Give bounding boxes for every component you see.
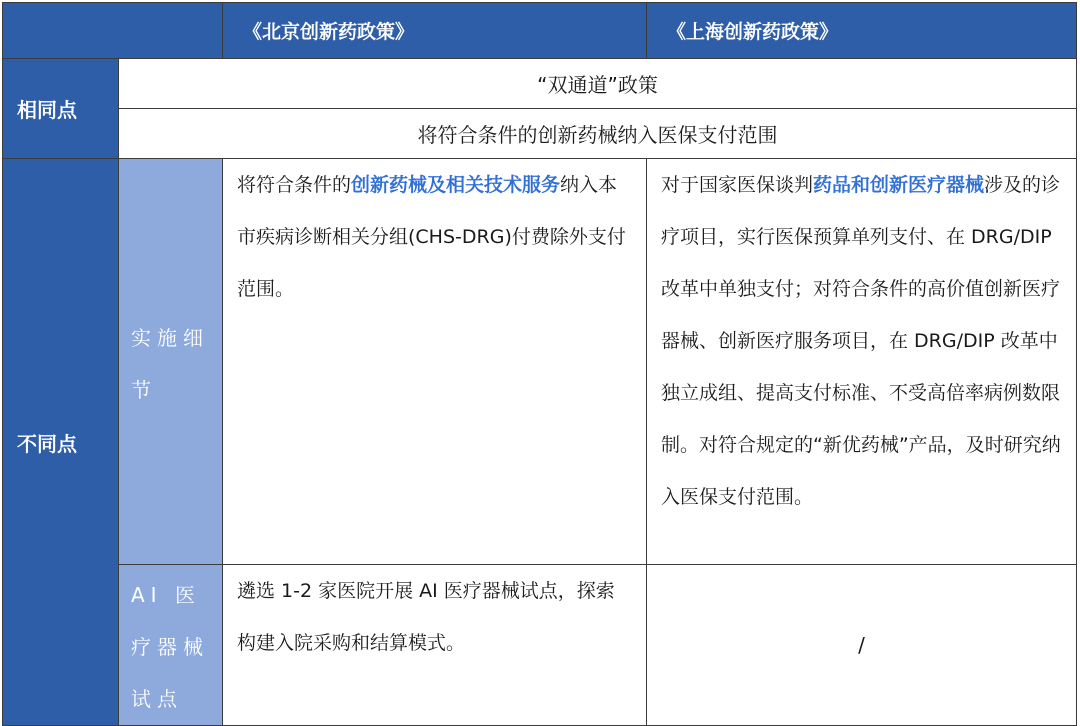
- details-row: [3, 159, 1077, 565]
- diff-points-label: 不同点: [3, 159, 119, 726]
- policy-comparison-table: [2, 2, 1077, 726]
- same-point-dual-channel: “双通道”政策: [119, 59, 1077, 109]
- beijing-details-cell: [223, 159, 647, 565]
- beijing-ai-pilot-cell: 遴选 1-2 家医院开展 AI 医疗器械试点，探索构建入院采购和结算模式。: [223, 565, 647, 726]
- policy-comparison-table-wrapper: [2, 2, 1076, 720]
- beijing-details-text-post: 纳入本市疾病诊断相关分组(CHS-DRG)付费除外支付范围。: [237, 174, 626, 300]
- beijing-details-highlight: 创新药械及相关技术服务: [351, 174, 561, 196]
- same-row-2: [3, 109, 1077, 159]
- shanghai-details-highlight: 药品和创新医疗器械: [813, 174, 985, 196]
- ai-row: [3, 565, 1077, 726]
- shanghai-details-cell: [647, 159, 1077, 565]
- header-corner-cell: [3, 3, 223, 59]
- same-point-insurance-coverage: 将符合条件的创新药械纳入医保支付范围: [119, 109, 1077, 159]
- ai-device-pilot-label: AI 医疗器械试点: [119, 565, 223, 726]
- same-points-label: 相同点: [3, 59, 119, 159]
- shanghai-ai-pilot-cell: /: [647, 565, 1077, 726]
- beijing-policy-title: 《北京创新药政策》: [223, 3, 647, 59]
- shanghai-policy-title: 《上海创新药政策》: [647, 3, 1077, 59]
- details-label: 实施细节: [119, 159, 223, 565]
- shanghai-details-text-pre: 对于国家医保谈判: [661, 174, 814, 196]
- beijing-details-text-pre: 将符合条件的: [237, 174, 352, 196]
- header-row: [3, 3, 1077, 59]
- shanghai-details-text-post: 涉及的诊疗项目，实行医保预算单列支付、在 DRG/DIP 改革中单独支付；对符合条件的高价值创新医疗器械、创新医疗服务项目，在 DRG/DIP 改革中独立成组、提高支付标准、不受高倍率病例数限制。对符合规定的“新优药械”产品，及时研究纳入医保支付范围。: [661, 174, 1061, 508]
- same-row-1: [3, 59, 1077, 109]
